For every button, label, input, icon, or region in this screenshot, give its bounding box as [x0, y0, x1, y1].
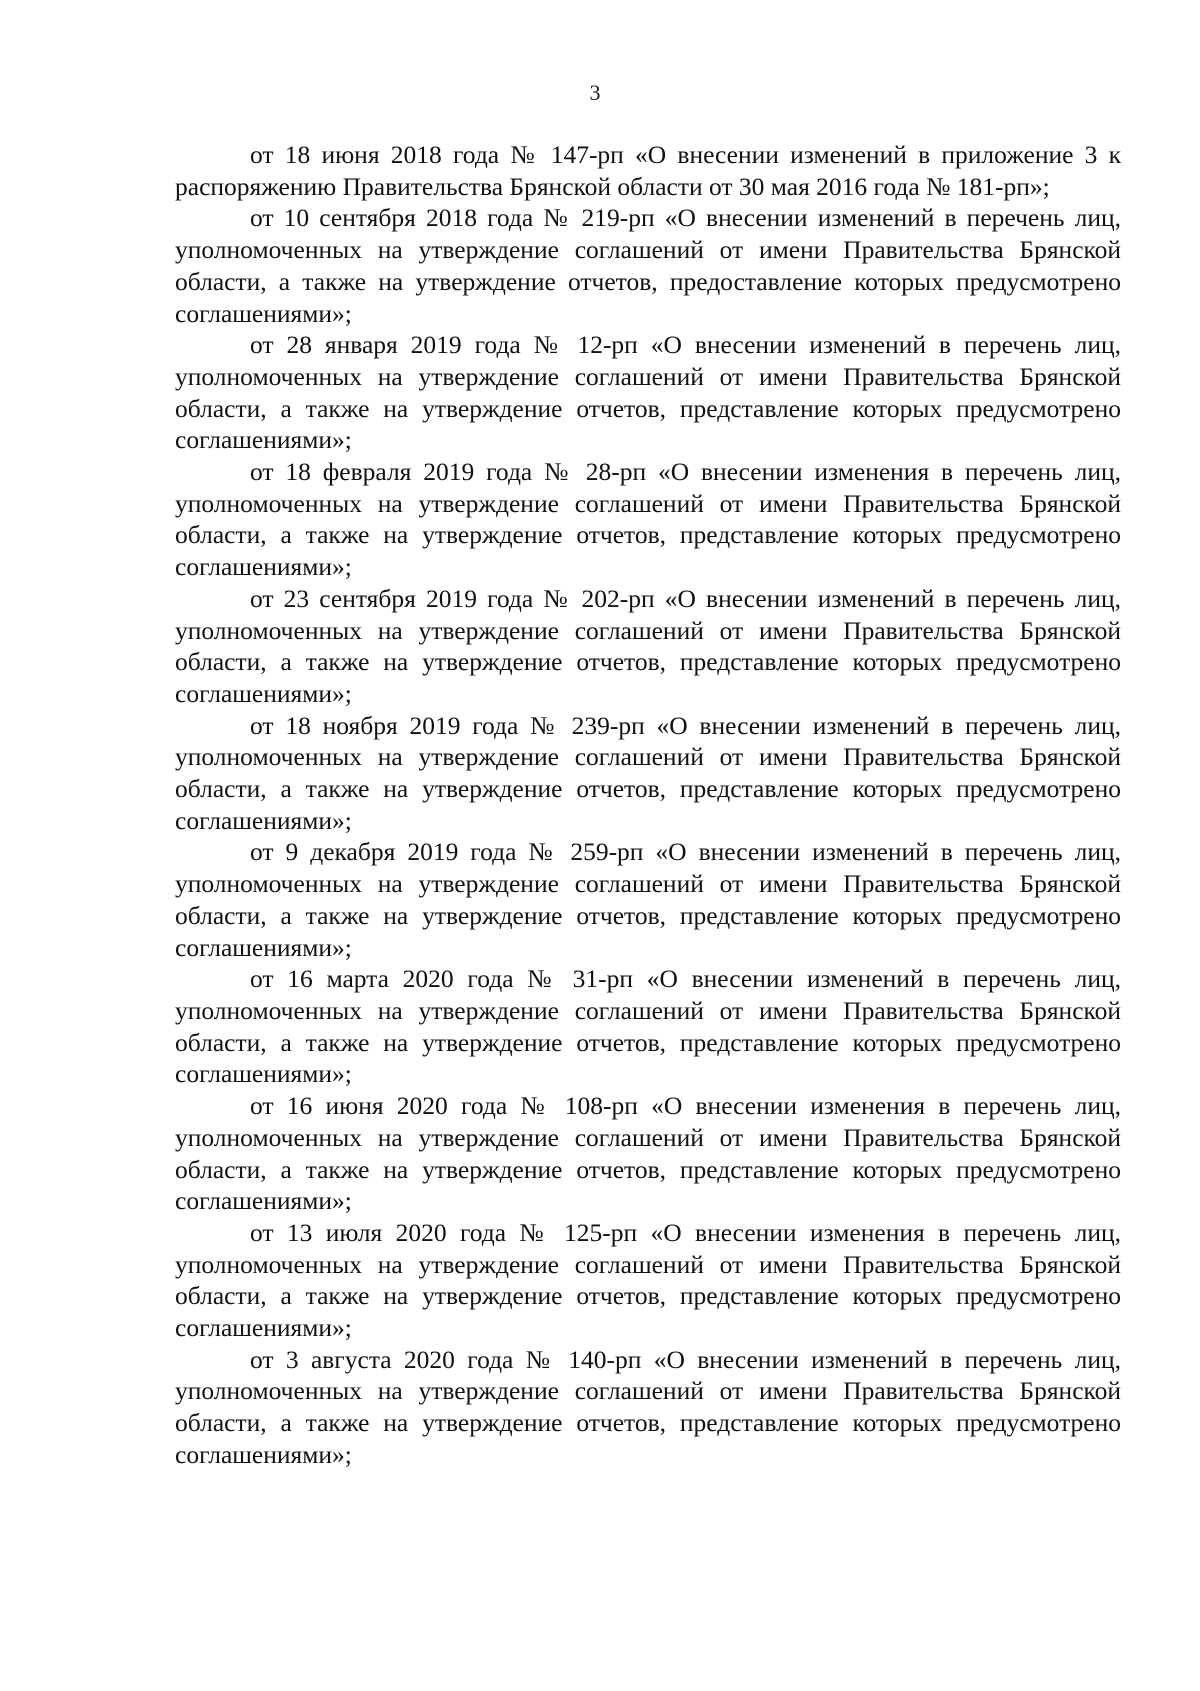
page-number: 3	[589, 80, 601, 105]
list-item: от 10 сентября 2018 года № 219-рп «О внесении изменений в перечень лиц, уполномоченных на утверждение соглашений от имени Правительства Брянской области, а также на утверждение отчетов, предоставление которых предусмотрено соглашениями»;	[175, 203, 1121, 328]
list-item: от 9 декабря 2019 года № 259-рп «О внесении изменений в перечень лиц, уполномоченных на утверждение соглашений от имени Правительства Брянской области, а также на утверждение отчетов, представление которых предусмотрено соглашениями»;	[175, 837, 1121, 962]
list-item: от 16 июня 2020 года № 108-рп «О внесении изменения в перечень лиц, уполномоченных на утверждение соглашений от имени Правительства Брянской области, а также на утверждение отчетов, представление которых предусмотрено соглашениями»;	[175, 1091, 1121, 1216]
list-item: от 16 марта 2020 года № 31-рп «О внесении изменений в перечень лиц, уполномоченных на утверждение соглашений от имени Правительства Брянской области, а также на утверждение отчетов, представление которых предусмотрено соглашениями»;	[175, 964, 1121, 1089]
list-item: от 3 августа 2020 года № 140-рп «О внесении изменений в перечень лиц, уполномоченных на утверждение соглашений от имени Правительства Брянской области, а также на утверждение отчетов, представление которых предусмотрено соглашениями»;	[175, 1344, 1121, 1469]
document-body	[175, 139, 1121, 1471]
list-item: от 23 сентября 2019 года № 202-рп «О внесении изменений в перечень лиц, уполномоченных на утверждение соглашений от имени Правительства Брянской области, а также на утверждение отчетов, представление которых предусмотрено соглашениями»;	[175, 583, 1121, 708]
list-item: от 18 ноября 2019 года № 239-рп «О внесении изменений в перечень лиц, уполномоченных на утверждение соглашений от имени Правительства Брянской области, а также на утверждение отчетов, представление которых предусмотрено соглашениями»;	[175, 710, 1121, 835]
list-item: от 18 июня 2018 года № 147-рп «О внесении изменений в приложение 3 к распоряжению Правительства Брянской области от 30 мая 2016 года № 181-рп»;	[175, 140, 1121, 201]
list-item: от 13 июля 2020 года № 125-рп «О внесении изменения в перечень лиц, уполномоченных на утверждение соглашений от имени Правительства Брянской области, а также на утверждение отчетов, представление которых предусмотрено соглашениями»;	[175, 1217, 1121, 1343]
list-item: от 18 февраля 2019 года № 28-рп «О внесении изменения в перечень лиц, уполномоченных на утверждение соглашений от имени Правительства Брянской области, а также на утверждение отчетов, представление которых предусмотрено соглашениями»;	[175, 457, 1121, 582]
list-item: от 28 января 2019 года № 12-рп «О внесении изменений в перечень лиц, уполномоченных на утверждение соглашений от имени Правительства Брянской области, а также на утверждение отчетов, представление которых предусмотрено соглашениями»;	[175, 330, 1121, 455]
